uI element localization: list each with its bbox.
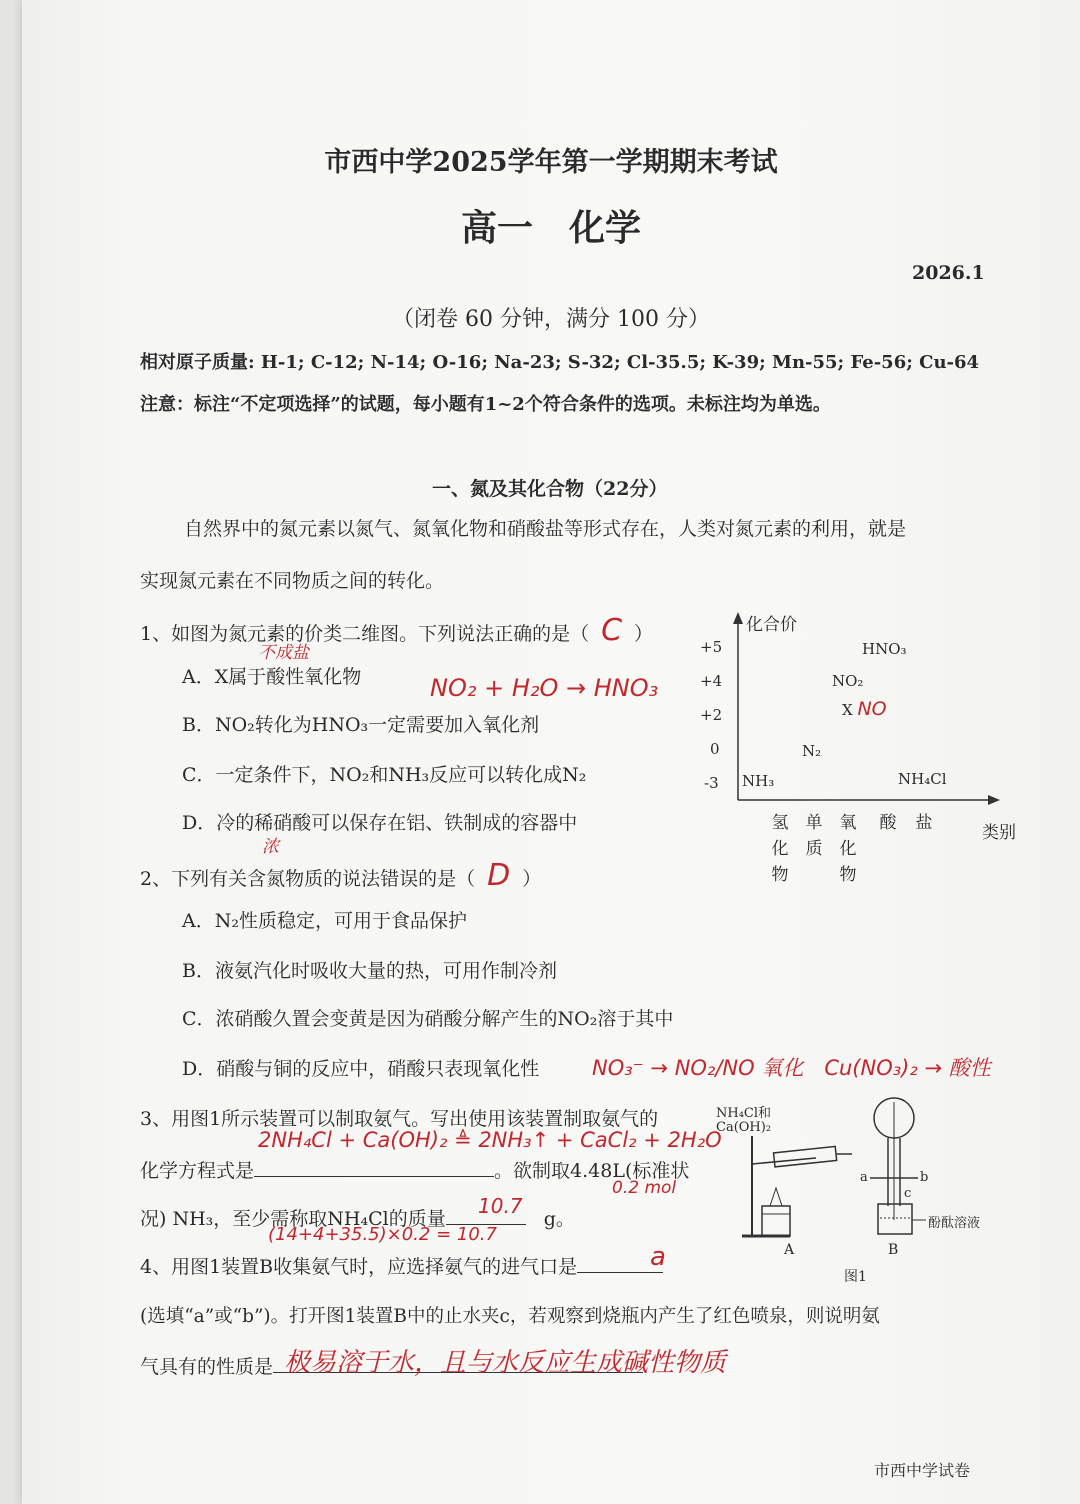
- fig1-reagent-label2: Ca(OH)₂: [716, 1120, 772, 1135]
- q3-note-mol: 0.2 mol: [612, 1178, 677, 1198]
- fig1-reagent-label: NH₄Cl和: [716, 1106, 772, 1121]
- fig1-port-a: a: [860, 1170, 868, 1185]
- chart-xlabel: 类别: [982, 823, 1016, 843]
- q1-option-d: D．冷的稀硝酸可以保存在铝、铁制成的容器中: [182, 812, 578, 834]
- chart-ylabel: 化合价: [746, 615, 797, 635]
- point-n2: N₂: [802, 742, 822, 760]
- q2-option-c: C．浓硝酸久置会变黄是因为硝酸分解产生的NO₂溶于其中: [182, 1008, 674, 1030]
- point-no2: NO₂: [832, 672, 864, 690]
- q1-option-a: A．X属于酸性氧化物: [182, 666, 362, 688]
- q1-note-b: NO₂ + H₂O → HNO₃: [430, 674, 659, 702]
- footer-text: 市西中学试卷: [874, 1461, 971, 1480]
- exam-title: 市西中学2025学年第一学期期末考试: [324, 147, 778, 178]
- q2-stem-text: 2、下列有关含氮物质的说法错误的是（: [140, 868, 476, 890]
- fig1-port-b: b: [920, 1170, 929, 1185]
- q2-option-d: D．硝酸与铜的反应中，硝酸只表现氧化性: [182, 1058, 540, 1080]
- q2-stem: [140, 858, 541, 893]
- q4-line3-text: 气具有的性质是: [140, 1356, 274, 1378]
- figure1: [712, 1096, 1002, 1286]
- valence-chart: [702, 600, 1022, 890]
- category-hydride: 氢化物: [771, 813, 789, 885]
- q4-answer-property: 极易溶于水，且与水反应生成碱性物质: [284, 1348, 727, 1378]
- point-nh3: NH₃: [742, 772, 775, 790]
- chart-ytick-p5: +5: [700, 638, 723, 656]
- q3-line2-b: 。欲制取4.48L(标准状: [494, 1160, 690, 1182]
- q4-line2: (选填“a”或“b”)。打开图1装置B中的止水夹c，若观察到烧瓶内产生了红色喷泉，则说明氨: [140, 1306, 880, 1327]
- point-x-answer: NO: [857, 698, 887, 720]
- q1-option-b: B．NO₂转化为HNO₃一定需要加入氧化剂: [182, 714, 540, 736]
- q2-answer: D: [487, 858, 511, 893]
- q4-answer-port: a: [650, 1242, 666, 1272]
- section-intro-line2: 实现氮元素在不同物质之间的转化。: [140, 570, 445, 592]
- category-acid: 酸: [879, 813, 897, 833]
- q3-answer-equation: 2NH₄Cl + Ca(OH)₂ ≜ 2NH₃↑ + CaCl₂ + 2H₂O: [258, 1128, 722, 1152]
- q1-answer: C: [601, 613, 623, 648]
- q1-stem: [140, 613, 653, 648]
- fig1-label-a: A: [784, 1242, 795, 1258]
- exam-paper: [22, 0, 1080, 1504]
- q1-stem-text: 1、如图为氮元素的价类二维图。下列说法正确的是（: [140, 623, 590, 645]
- q3-line2-a: 化学方程式是: [140, 1160, 255, 1182]
- point-x-label: X: [842, 701, 853, 719]
- q1-note-a: 不成盐: [258, 643, 309, 663]
- q2-stem-end: ）: [522, 868, 542, 890]
- q3-answer-mass: 10.7: [478, 1194, 523, 1218]
- chart-ytick-m3: -3: [704, 774, 719, 792]
- q3-line3-b: g。: [543, 1208, 575, 1230]
- exam-date: 2026.1: [912, 262, 985, 284]
- q2-option-b: B．液氨汽化时吸收大量的热，可用作制冷剂: [182, 960, 557, 982]
- chart-ytick-0: 0: [710, 740, 720, 758]
- q3-line3-a: 况) NH₃，至少需称取NH₄Cl的质量: [140, 1208, 446, 1230]
- fig1-solution: 酚酞溶液: [928, 1216, 981, 1231]
- point-x: [842, 698, 887, 720]
- section-intro-line1: 自然界中的氮元素以氮气、氮氧化物和硝酸盐等形式存在，人类对氮元素的利用，就是: [184, 518, 907, 540]
- q1-note-d: 浓: [262, 837, 279, 857]
- fig1-apparatus: [712, 1096, 1002, 1286]
- q4-line1: [140, 1252, 663, 1279]
- q1-option-c: C．一定条件下，NO₂和NH₃反应可以转化成N₂: [182, 764, 587, 786]
- fig1-caption: 图1: [844, 1269, 867, 1285]
- exam-info: （闭卷 60 分钟，满分 100 分）: [392, 307, 710, 332]
- fig1-clip-c: c: [904, 1186, 912, 1201]
- chart-ytick-p2: +2: [700, 706, 723, 724]
- q3-blank-equation: [254, 1176, 494, 1177]
- q1-stem-end: ）: [634, 623, 654, 645]
- q4-line1-text: 4、用图1装置B收集氨气时，应选择氨气的进气口是: [140, 1256, 578, 1278]
- q3-note-calc: (14+4+35.5)×0.2 = 10.7: [268, 1224, 497, 1245]
- subject-title: 高一 化学: [460, 207, 641, 249]
- chart-ytick-p4: +4: [700, 672, 723, 690]
- category-oxide: 氧化物: [839, 813, 857, 885]
- atomic-masses: 相对原子质量: H-1; C-12; N-14; O-16; Na-23; S-32; Cl-35.5; K-39; Mn-55; Fe-56; Cu-64: [140, 352, 980, 373]
- q3-line2: [140, 1156, 689, 1183]
- q2-note-d: NO₃⁻ → NO₂/NO 氧化 Cu(NO₃)₂ → 酸性: [592, 1056, 991, 1080]
- category-element: 单质: [805, 813, 823, 859]
- notice: 注意：标注“不定项选择”的试题，每小题有1~2个符合条件的选项。未标注均为单选。: [140, 394, 831, 415]
- q2-option-a: A．N₂性质稳定，可用于食品保护: [182, 910, 467, 932]
- point-nh4cl: NH₄Cl: [898, 770, 947, 788]
- section-heading: 一、氮及其化合物（22分）: [432, 478, 668, 500]
- category-salt: 盐: [915, 813, 933, 833]
- fig1-label-b: B: [888, 1242, 899, 1258]
- q4-blank-port: [577, 1272, 663, 1273]
- point-hno3: HNO₃: [862, 640, 907, 658]
- q3-line1: 3、用图1所示装置可以制取氨气。写出使用该装置制取氨气的: [140, 1108, 659, 1130]
